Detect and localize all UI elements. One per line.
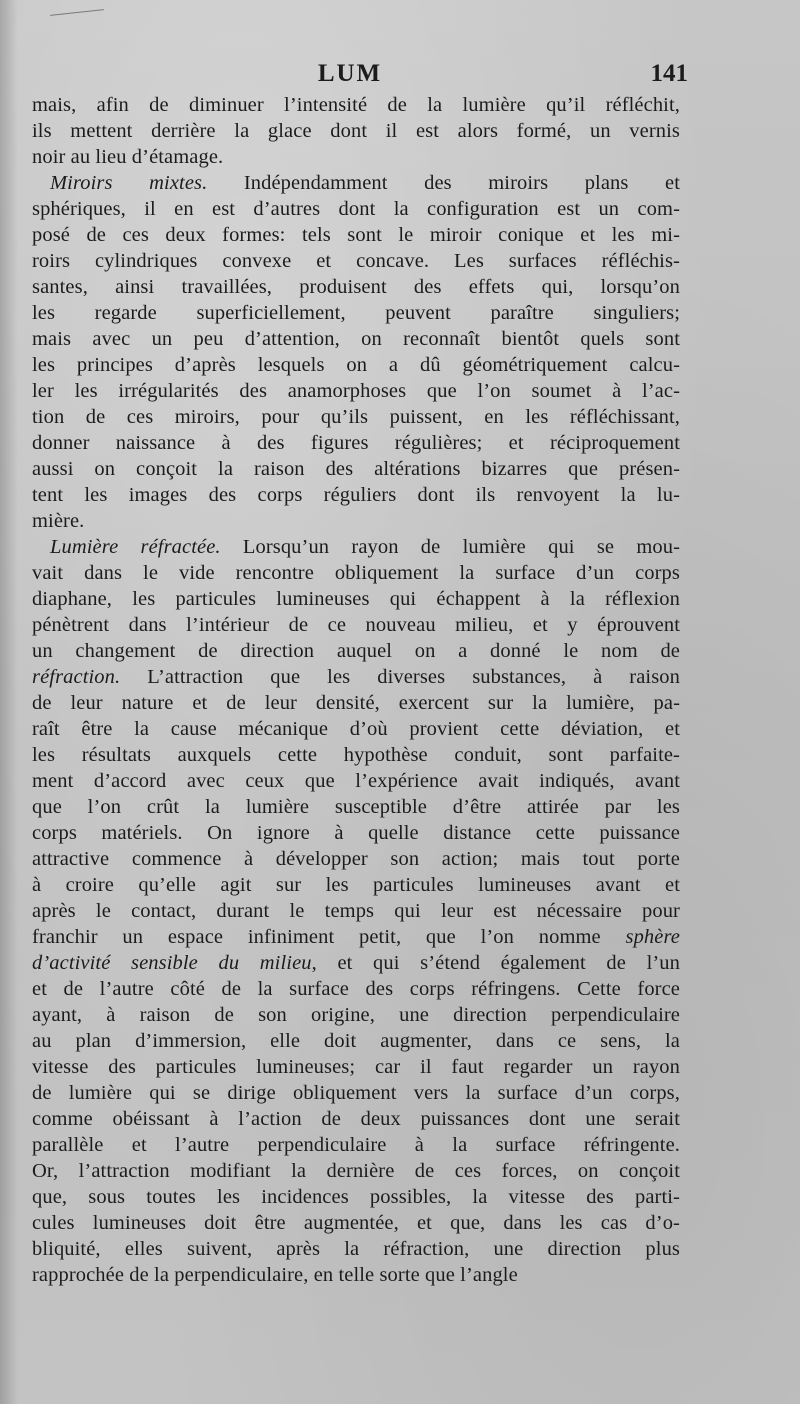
text-line: après le contact, durant le temps qui leur est nécessaire pour xyxy=(32,900,680,922)
text-line: Miroirs mixtes. Indépendamment des miroirs plans et xyxy=(50,172,680,194)
text-line: au plan d’immersion, elle doit augmenter, dans ce sens, la xyxy=(32,1030,680,1052)
text-line: sphériques, il en est d’autres dont la configuration est un com- xyxy=(32,198,680,220)
text-line: tion de ces miroirs, pour qu’ils puissent, en les réfléchissant, xyxy=(32,406,680,428)
text-line: corps matériels. On ignore à quelle distance cette puissance xyxy=(32,822,680,844)
text-line: cules lumineuses doit être augmentée, et que, dans les cas d’o- xyxy=(32,1212,680,1234)
text-line: attractive commence à développer son action; mais tout porte xyxy=(32,848,680,870)
text-line: comme obéissant à l’action de deux puissances dont une serait xyxy=(32,1108,680,1130)
text-line: noir au lieu d’étamage. xyxy=(32,146,224,168)
text-line: ils mettent derrière la glace dont il est alors formé, un vernis xyxy=(32,120,680,142)
text-line: posé de ces deux formes: tels sont le miroir conique et les mi- xyxy=(32,224,680,246)
italic-phrase: Lumière réfractée. xyxy=(50,536,221,558)
text-line: d’activité sensible du milieu, et qui s’étend également de l’un xyxy=(32,952,680,974)
text-line: tent les images des corps réguliers dont ils renvoyent la lu- xyxy=(32,484,680,506)
page-header xyxy=(0,60,800,94)
body-text xyxy=(32,92,680,1288)
italic-phrase: réfraction. xyxy=(32,666,121,688)
text-line: les principes d’après lesquels on a dû géométriquement calcu- xyxy=(32,354,680,376)
text-line: roirs cylindriques convexe et concave. Les surfaces réfléchis- xyxy=(32,250,680,272)
text-line: les regarde superficiellement, peuvent paraître singuliers; xyxy=(32,302,680,324)
text-line: bliquité, elles suivent, après la réfraction, une direction plus xyxy=(32,1238,680,1260)
text-line: santes, ainsi travaillées, produisent des effets qui, lorsqu’on xyxy=(32,276,680,298)
text-line: que, sous toutes les incidences possibles, la vitesse des parti- xyxy=(32,1186,680,1208)
text-line: donner naissance à des figures régulières; et réciproquement xyxy=(32,432,680,454)
text-line: pénètrent dans l’intérieur de ce nouveau milieu, et y éprouvent xyxy=(32,614,680,636)
text-line: les résultats auxquels cette hypothèse conduit, sont parfaite- xyxy=(32,744,680,766)
text-line: et de l’autre côté de la surface des corps réfringens. Cette force xyxy=(32,978,680,1000)
italic-phrase: Miroirs mixtes. xyxy=(50,172,208,194)
running-head: LUM xyxy=(317,60,383,87)
text-line: ment d’accord avec ceux que l’expérience avait indiqués, avant xyxy=(32,770,680,792)
text-line: un changement de direction auquel on a donné le nom de xyxy=(32,640,680,662)
page-number: 141 xyxy=(650,60,688,87)
text-line: parallèle et l’autre perpendiculaire à la surface réfringente. xyxy=(32,1134,680,1156)
text-line: diaphane, les particules lumineuses qui échappent à la réflexion xyxy=(32,588,680,610)
text-line: mière. xyxy=(32,510,85,532)
italic-phrase: d’activité sensible du milieu xyxy=(32,952,312,974)
text-line: que l’on crût la lumière susceptible d’être attirée par les xyxy=(32,796,680,818)
text-line: à croire qu’elle agit sur les particules lumineuses avant et xyxy=(32,874,680,896)
ink-mark xyxy=(50,9,104,16)
italic-phrase: sphère xyxy=(625,926,680,948)
text-line: aussi on conçoit la raison des altérations bizarres que présen- xyxy=(32,458,680,480)
text-line: Or, l’attraction modifiant la dernière de ces forces, on conçoit xyxy=(32,1160,680,1182)
text-line: de lumière qui se dirige obliquement vers la surface d’un corps, xyxy=(32,1082,680,1104)
text-line: ler les irrégularités des anamorphoses que l’on soumet à l’ac- xyxy=(32,380,680,402)
text-line: vait dans le vide rencontre obliquement la surface d’un corps xyxy=(32,562,680,584)
text-line: vitesse des particules lumineuses; car il faut regarder un rayon xyxy=(32,1056,680,1078)
text-line: franchir un espace infiniment petit, que l’on nomme sphère xyxy=(32,926,680,948)
text-line: ayant, à raison de son origine, une direction perpendiculaire xyxy=(32,1004,680,1026)
text-line: mais avec un peu d’attention, on reconnaît bientôt quels sont xyxy=(32,328,680,350)
text-line: mais, afin de diminuer l’intensité de la lumière qu’il réfléchit, xyxy=(32,94,680,116)
text-line: Lumière réfractée. Lorsqu’un rayon de lumière qui se mou- xyxy=(50,536,681,558)
text-line: rapprochée de la perpendiculaire, en telle sorte que l’angle xyxy=(32,1264,518,1286)
text-line: de leur nature et de leur densité, exercent sur la lumière, pa- xyxy=(32,692,680,714)
text-line: raît être la cause mécanique d’où provient cette déviation, et xyxy=(32,718,680,740)
text-line: réfraction. L’attraction que les diverses substances, à raison xyxy=(32,666,680,688)
